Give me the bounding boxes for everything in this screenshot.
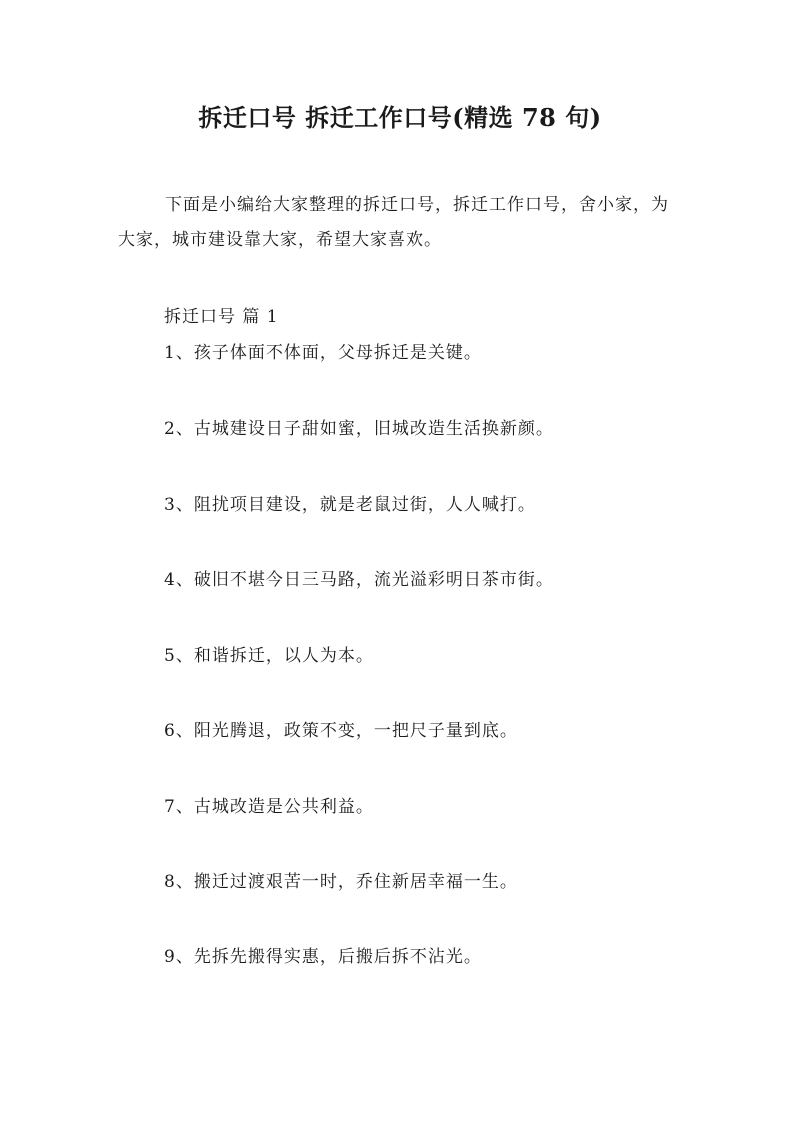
slogan-item: 3、阻扰项目建设，就是老鼠过街，人人喊打。 bbox=[164, 495, 536, 515]
slogan-item: 4、破旧不堪今日三马路，流光溢彩明日茶市街。 bbox=[164, 570, 554, 590]
slogan-item: 9、先拆先搬得实惠，后搬后拆不沾光。 bbox=[164, 947, 482, 967]
slogan-item: 2、古城建设日子甜如蜜，旧城改造生活换新颜。 bbox=[164, 419, 554, 439]
intro-paragraph: 下面是小编给大家整理的拆迁口号，拆迁工作口号，舍小家，为大家，城市建设靠大家，希望大家喜欢。 bbox=[118, 195, 669, 250]
slogan-item: 1、孩子体面不体面，父母拆迁是关键。 bbox=[164, 343, 482, 363]
slogan-item: 8、搬迁过渡艰苦一时，乔住新居幸福一生。 bbox=[164, 872, 518, 892]
slogan-item: 5、和谐拆迁，以人为本。 bbox=[164, 646, 374, 666]
slogan-item: 6、阳光腾退，政策不变，一把尺子量到底。 bbox=[164, 721, 518, 741]
slogan-item: 7、古城改造是公共利益。 bbox=[164, 797, 374, 817]
document-title: 拆迁口号 拆迁工作口号(精选 78 句) bbox=[198, 103, 602, 132]
section-heading: 拆迁口号 篇 1 bbox=[164, 307, 279, 327]
